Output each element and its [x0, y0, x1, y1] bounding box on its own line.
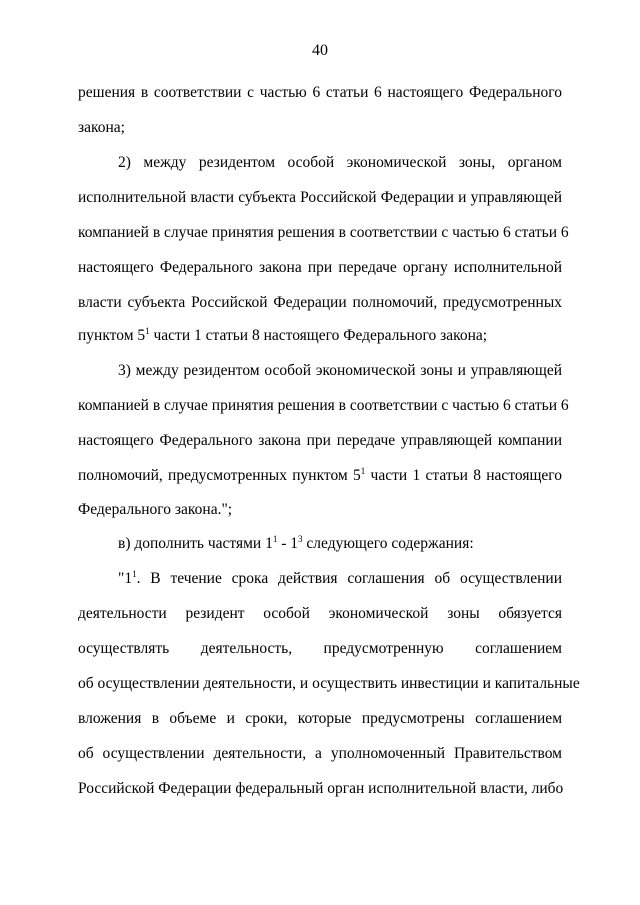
text-line: Федерального закона."; — [78, 501, 233, 518]
text-line: настоящего Федерального закона при передаче органу исполнительной — [78, 259, 562, 276]
page-number: 40 — [312, 42, 328, 59]
text-line: об осуществлении деятельности, и осуществить инвестиции и капитальные — [78, 675, 580, 692]
text-line: Российской Федерации федеральный орган исполнительной власти, либо — [78, 780, 564, 797]
text-line: вложения в объеме и сроки, которые предусмотрены соглашением — [78, 710, 562, 727]
text-line: деятельности резидент особой экономической зоны обязуется — [78, 605, 562, 622]
text-line: 3) между резидентом особой экономической зоны и управляющей — [118, 362, 562, 379]
text-line: закона; — [78, 119, 125, 136]
text-line: исполнительной власти субъекта Российской Федерации и управляющей — [78, 189, 562, 206]
text-line: "$1^1$. В течение срока действия соглашения об осуществлении — [118, 569, 562, 587]
text-line: в) дополнить частями $1^1 - 1^3$ следующего содержания: — [118, 534, 474, 552]
text-line: власти субъекта Российской Федерации полномочий, предусмотренных — [78, 294, 562, 311]
text-line: настоящего Федерального закона при передаче управляющей компании — [78, 432, 562, 449]
text-line: осуществлять деятельность, предусмотренную соглашением — [78, 640, 562, 657]
text-line: об осуществлении деятельности, а уполномоченный Правительством — [78, 745, 562, 762]
text-line: полномочий, предусмотренных пунктом $5^1$ части 1 статьи 8 настоящего — [78, 466, 563, 484]
text-line: решения в соответствии с частью 6 статьи 6 настоящего Федерального — [78, 84, 562, 101]
text-line: компанией в случае принятия решения в соответствии с частью 6 статьи 6 — [78, 397, 569, 414]
text-line: пунктом $5^1$ части 1 статьи 8 настоящего Федерального закона; — [78, 326, 488, 344]
text-line: 2) между резидентом особой экономической зоны, органом — [118, 154, 562, 171]
text-line: компанией в случае принятия решения в соответствии с частью 6 статьи 6 — [78, 224, 569, 241]
